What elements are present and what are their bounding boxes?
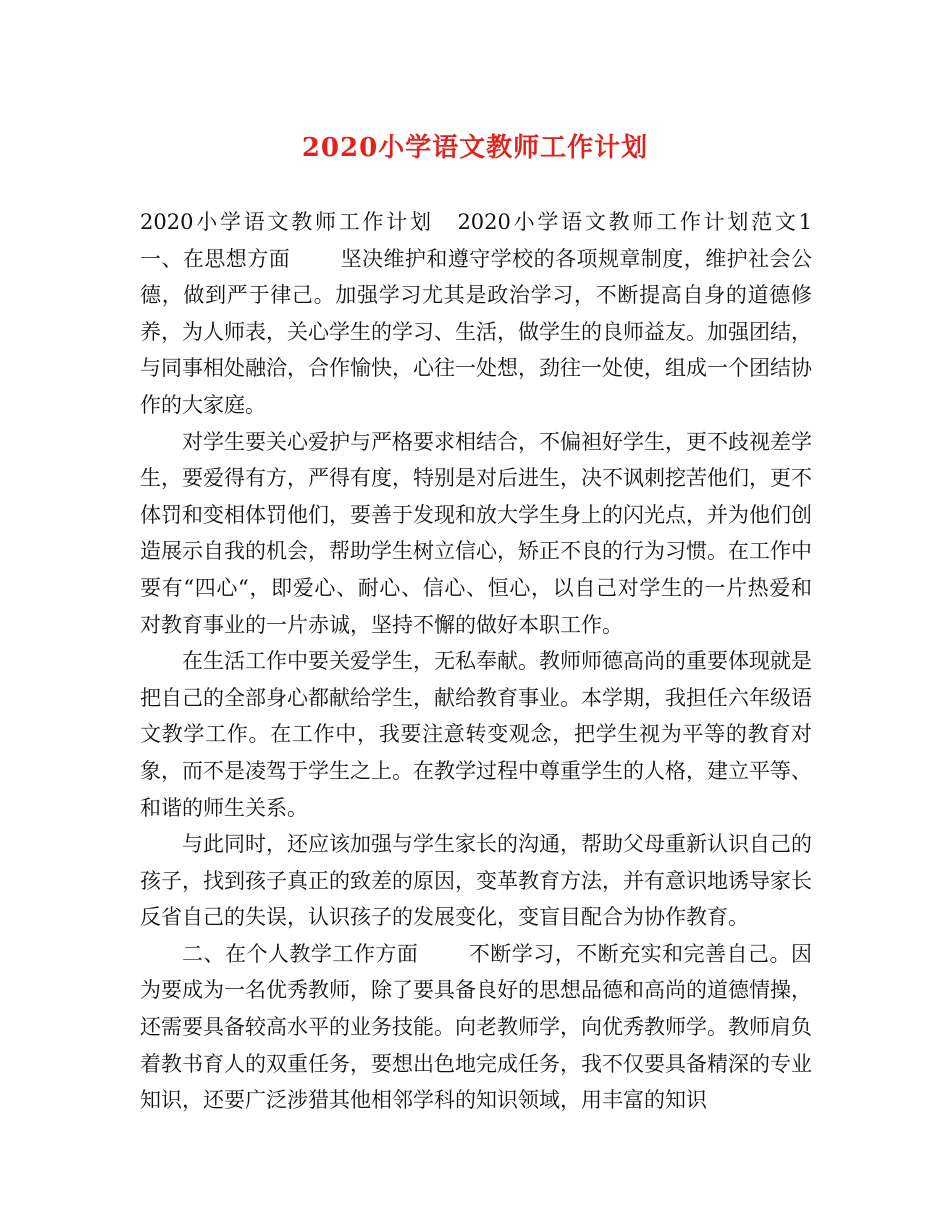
paragraph-2-text: 对学生要关心爱护与严格要求相结合，不偏袒好学生，更不歧视差学生，要爱得有方，严得有度，特别是对后进生，决不讽刺挖苦他们，更不体罚和变相体罚他们，要善于发现和放大学生身上的闪光点，并为他们创造展示自我的机会，帮助学生树立信心，矫正不良的行为习惯。在工作中要有“四心“，即爱心、耐心、信心、恒心，以自己对学生的一片热爱和对教育事业的一片赤诚，坚持不懈的做好本职工作。 bbox=[140, 429, 812, 637]
paragraph-2 bbox=[140, 424, 812, 644]
paragraph-5 bbox=[140, 936, 812, 1119]
paragraph-1-lead: 2020小学语文教师工作计划 2020小学语文教师工作计划范文1 一、在思想方面 bbox=[140, 210, 854, 271]
paragraph-3 bbox=[140, 643, 812, 826]
document-title: 2020小学语文教师工作计划 bbox=[301, 133, 649, 163]
paragraph-3-text: 在生活工作中要关爱学生，无私奉献。教师师德高尚的重要体现就是把自己的全部身心都献给学生，献给教育事业。本学期，我担任六年级语文教学工作。在工作中，我要注意转变观念，把学生视为平等的教育对象，而不是凌驾于学生之上。在教学过程中尊重学生的人格，建立平等、和谐的师生关系。 bbox=[140, 649, 812, 820]
paragraph-4-text: 与此同时，还应该加强与学生家长的沟通，帮助父母重新认识自己的孩子，找到孩子真正的致差的原因，变革教育方法，并有意识地诱导家长反省自己的失误，认识孩子的发展变化，变盲目配合为协作教育。 bbox=[140, 832, 812, 930]
paragraph-5-lead: 二、在个人教学工作方面 bbox=[182, 941, 419, 966]
paragraph-1-text: 坚决维护和遵守学校的各项规章制度，维护社会公德，做到严于律己。加强学习尤其是政治学习，不断提高自身的道德修养，为人师表，关心学生的学习、生活，做学生的良师益友。加强团结，与同事相处融洽，合作愉快，心往一处想，劲往一处使，组成一个团结协作的大家庭。 bbox=[140, 246, 813, 417]
paragraph-5-text: 不断学习，不断充实和完善自己。因为要成为一名优秀教师，除了要具备良好的思想品德和高尚的道德情操，还需要具备较高水平的业务技能。向老教师学，向优秀教师学。教师肩负着教书育人的双重任务，要想出色地完成任务，我不仅要具备精深的专业知识，还要广泛涉猎其他相邻学科的知识领域，用丰富的知识 bbox=[140, 941, 812, 1113]
paragraph-4 bbox=[140, 826, 812, 936]
document-body bbox=[140, 204, 854, 1119]
paragraph-1 bbox=[140, 204, 854, 424]
